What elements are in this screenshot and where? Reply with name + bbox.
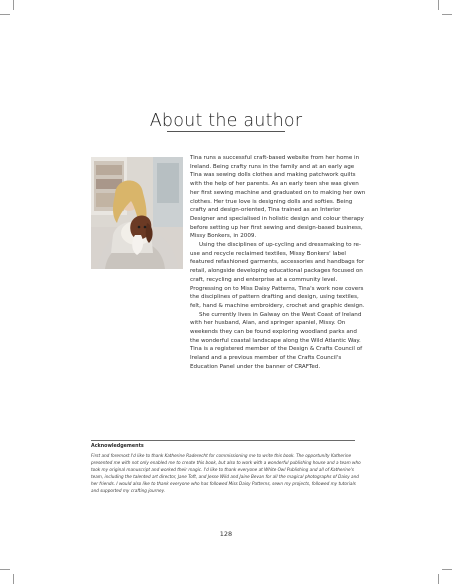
crop-mark-top-left-h [0, 14, 10, 15]
crop-mark-top-right [438, 0, 439, 10]
bio-paragraph: She currently lives in Galway on the West Coast of Ireland with her husband, Alan, and springer spaniel, Missy. On weekends they can be found exploring woodland parks and the wonderful coastal landscape along the Wild Atlantic Way. Tina is a registered member of the Design & Crafts Council of Ireland and a previous member of the Crafts Council's Education Panel under the banner of CRAFTed. [190, 311, 363, 370]
bio-paragraph: Tina runs a successful craft-based website from her home in Ireland. Being crafty runs in the family and at an early age Tina was sewing dolls clothes and making patchwork quilts with the help of her parents. As an early teen she was given her first sewing machine and graduated on to making her own clothes. Her true love is designing dolls and softies. Being crafty and design-oriented, Tina trained as an Interior Designer and specialised in holistic design and colour therapy before setting up her first sewing and design-based business, Missy Bonkers, in 2009. [190, 155, 366, 240]
acknowledgements-divider [91, 440, 355, 441]
crop-mark-top-left [13, 0, 14, 10]
acknowledgements-heading: Acknowledgements [91, 444, 144, 449]
crop-mark-bottom-left-h [0, 569, 10, 570]
page-number: 128 [219, 530, 233, 538]
crop-mark-bottom-right [438, 574, 439, 584]
title-underline [167, 131, 285, 132]
author-biography [190, 154, 366, 372]
acknowledgements-text: First and foremost I'd like to thank Katherine Raderecht for commissioning me to write this book. The opportunity Katherine presented me with not only enabled me to create this book, but also to work with a wonderful publishing house and a team who took my original manuscript and worked their magic. I'd like to thank everyone at White Owl Publishing and all of Katherine's team, including the talented art director, Jane Toft, and Jesse Wild and Jaine Bevan for all the magical photographs of Daisy and her friends. I would also like to thank everyone who has followed Miss Daisy Patterns, sewn my projects, followed my tutorials and supported my crafting journey. [91, 453, 361, 494]
crop-mark-top-right-h [442, 14, 452, 15]
crop-mark-bottom-right-h [442, 569, 452, 570]
bio-paragraph: Using the disciplines of up-cycling and dressmaking to re-use and recycle reclaimed textiles, Missy Bonkers' label featured refashioned garments, accessories and handbags for retail, alongside developing educational packages focused on craft, recycling and enterprise at a community level. Progressing on to Miss Daisy Patterns, Tina's work now covers the disciplines of pattern drafting and design, using textiles, felt, hand & machine embroidery, crochet and graphic design. [190, 242, 365, 309]
author-photo [91, 157, 183, 269]
page-title: About the author [149, 111, 303, 131]
crop-mark-bottom-left [13, 574, 14, 584]
